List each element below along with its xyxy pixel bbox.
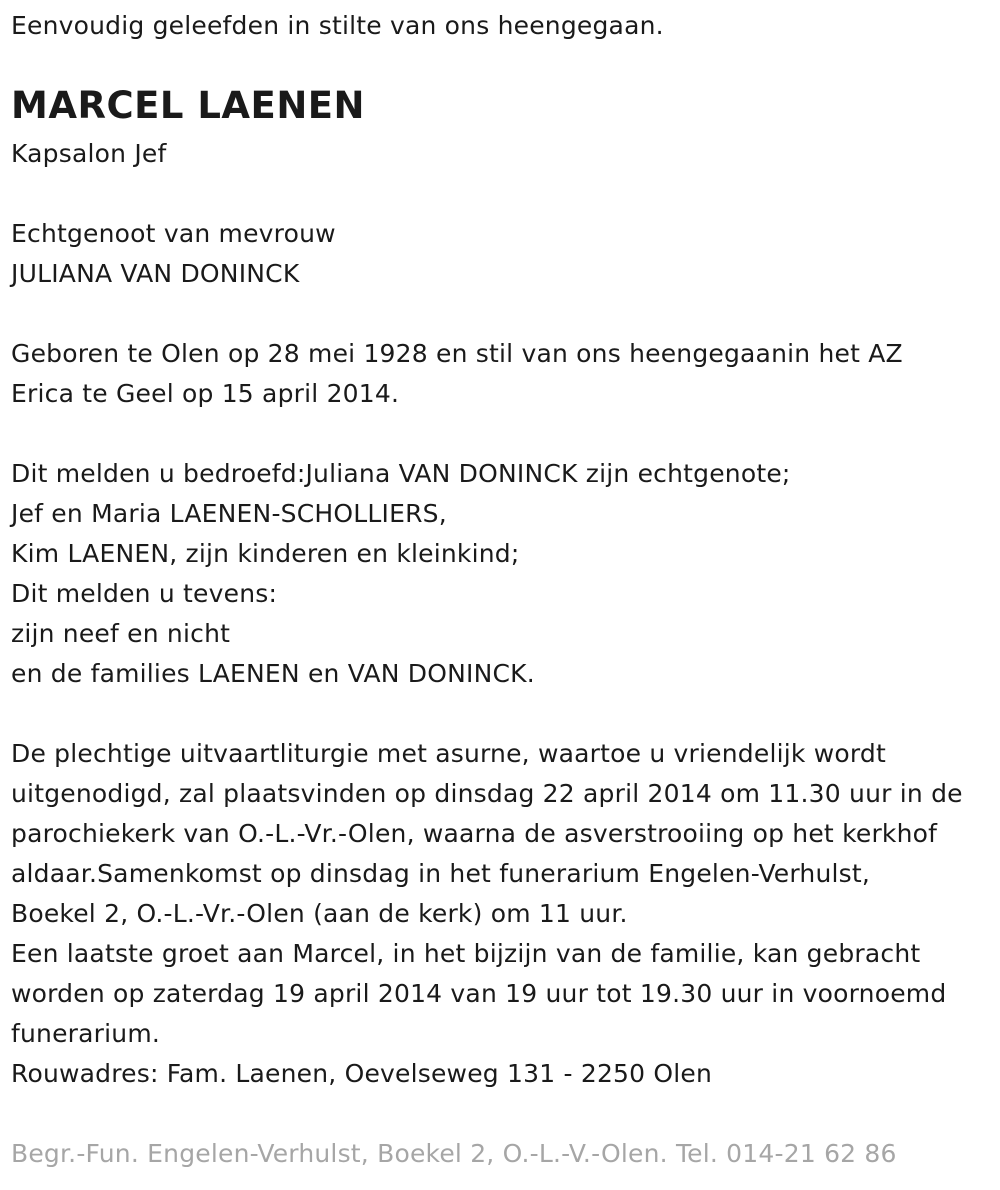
born-line: Geboren te Olen op 28 mei 1928 en stil van ons heengegaanin het AZ <box>11 339 903 368</box>
service-line: aldaar.Samenkomst op dinsdag in het funerarium Engelen-Verhulst, <box>11 859 871 888</box>
funeral-director-footer: Begr.-Fun. Engelen-Verhulst, Boekel 2, O.-L.-V.-Olen. Tel. 014-21 62 86 <box>11 1139 897 1168</box>
service-line: De plechtige uitvaartliturgie met asurne, waartoe u vriendelijk wordt <box>11 739 886 768</box>
spouse-line: Echtgenoot van mevrouw <box>11 219 336 248</box>
birth-death-block <box>11 334 903 414</box>
subtitle: Kapsalon Jef <box>11 139 167 168</box>
service-line: funerarium. <box>11 1019 161 1048</box>
deceased-name: MARCEL LAENEN <box>11 84 366 127</box>
service-line: worden op zaterdag 19 april 2014 van 19 uur tot 19.30 uur in voornoemd <box>11 979 947 1008</box>
family-line: Jef en Maria LAENEN-SCHOLLIERS, <box>11 499 447 528</box>
service-line: Een laatste groet aan Marcel, in het bijzijn van de familie, kan gebracht <box>11 939 921 968</box>
funeral-service-block <box>11 734 963 1094</box>
service-line: uitgenodigd, zal plaatsvinden op dinsdag 22 april 2014 om 11.30 uur in de <box>11 779 963 808</box>
family-line: en de families LAENEN en VAN DONINCK. <box>11 659 535 688</box>
service-line: Boekel 2, O.-L.-Vr.-Olen (aan de kerk) om 11 uur. <box>11 899 628 928</box>
mourning-address: Rouwadres: Fam. Laenen, Oevelseweg 131 - 2250 Olen <box>11 1059 713 1088</box>
family-line: zijn neef en nicht <box>11 619 231 648</box>
born-line: Erica te Geel op 15 april 2014. <box>11 379 400 408</box>
family-line: Dit melden u bedroefd:Juliana VAN DONINCK zijn echtgenote; <box>11 459 791 488</box>
subtitle-block <box>11 134 166 174</box>
family-line: Dit melden u tevens: <box>11 579 278 608</box>
family-line: Kim LAENEN, zijn kinderen en kleinkind; <box>11 539 520 568</box>
intro-text: Eenvoudig geleefden in stilte van ons heengegaan. <box>11 11 664 40</box>
family-block <box>11 454 791 694</box>
spouse-block <box>11 214 336 294</box>
spouse-line: JULIANA VAN DONINCK <box>11 259 300 288</box>
service-line: parochiekerk van O.-L.-Vr.-Olen, waarna de asverstrooiing op het kerkhof <box>11 819 938 848</box>
